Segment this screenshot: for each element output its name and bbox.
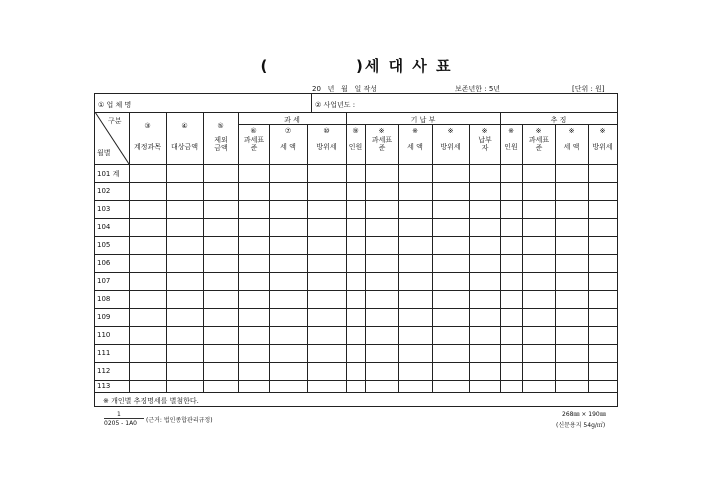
col-num-14: ※ — [481, 127, 488, 135]
col-num-5: ⑤ — [217, 122, 224, 130]
col-num-6: ⑥ — [250, 127, 257, 135]
paper-type: (신문용지 54g/㎡) — [556, 422, 606, 429]
unit-label: [단위 : 원] — [572, 85, 605, 93]
table-row-label: 109 — [97, 313, 111, 321]
table-row-label: 107 — [97, 277, 111, 285]
wolbyeol-label: 월별 — [97, 149, 111, 157]
tax-amount-1-header: 세 액 — [280, 143, 296, 151]
table-row-label: 112 — [97, 367, 111, 375]
table-row-label: 108 — [97, 295, 111, 303]
col-num-10: ⑩ — [323, 127, 330, 135]
taxation-group-header: 과 세 — [284, 116, 300, 124]
persons-1-header: 인원 — [348, 143, 363, 151]
col-num-8: ⑨ — [352, 127, 359, 135]
table-row-label: 110 — [97, 331, 111, 339]
payer-header: 납부자 — [478, 136, 492, 152]
table-row-label: 103 — [97, 205, 111, 213]
tax-base-2-header: 과세표준 — [371, 136, 393, 152]
page-number: 1 — [117, 411, 121, 418]
table-row-label: 111 — [97, 349, 111, 357]
table-row-label: 105 — [97, 241, 111, 249]
col-num-12: ※ — [412, 127, 418, 135]
tax-base-1-header: 과세표준 — [243, 136, 265, 152]
table-row-label: 102 — [97, 187, 111, 195]
col-num-3: ③ — [144, 122, 151, 130]
col-num-7: ⑦ — [284, 127, 292, 135]
paper-size: 268㎜ × 190㎜ — [562, 411, 606, 418]
defense-tax-2-header: 방위세 — [440, 143, 461, 151]
account-header: 계정과목 — [133, 143, 162, 151]
persons-2-header: 인원 — [504, 143, 518, 151]
tax-amount-2-header: 세 액 — [407, 143, 423, 151]
tax-base-3-header: 과세표준 — [528, 136, 550, 152]
tax-table-form — [94, 93, 618, 407]
col-num-13: ※ — [447, 127, 454, 135]
defense-tax-3-header: 방위세 — [592, 143, 613, 151]
retention-period: 보존년한 : 5년 — [455, 85, 501, 93]
fraction-line — [104, 418, 144, 419]
col-num-17: ※ — [568, 127, 575, 135]
prepaid-group-header: 기 납 부 — [410, 116, 436, 124]
gubun-label: 구분 — [108, 117, 122, 125]
col-num-15: ※ — [508, 127, 514, 135]
additional-group-header: 추 징 — [550, 116, 567, 124]
col-num-4: ④ — [181, 122, 188, 130]
attachment-note: ※ 개인별 추징명세를 별첨한다. — [103, 397, 199, 405]
col-num-16: ※ — [535, 127, 542, 135]
table-row-label: 106 — [97, 259, 111, 267]
table-row-label: 104 — [97, 223, 111, 231]
form-title: ( )세 대 사 표 — [260, 57, 453, 75]
form-code: 0205 - 1A0 — [104, 420, 137, 427]
table-row-label: 113 — [97, 382, 111, 390]
basis-regulation: (근거: 법인종합관리규정) — [146, 417, 213, 424]
col-num-11: ※ — [378, 127, 385, 135]
tax-amount-3-header: 세 액 — [563, 143, 580, 151]
date-line: 20 년 월 일 작성 — [312, 85, 377, 93]
defense-tax-1-header: 방위세 — [316, 143, 337, 151]
col-num-18: ※ — [599, 127, 606, 135]
company-name-label: ① 업 체 명 — [98, 101, 132, 109]
business-year-label: ② 사업년도 : — [315, 101, 356, 109]
exclusion-header: 제외금액 — [214, 136, 228, 152]
table-row-label: 101 계 — [97, 170, 120, 178]
target-amount-header: 대상금액 — [170, 143, 199, 151]
